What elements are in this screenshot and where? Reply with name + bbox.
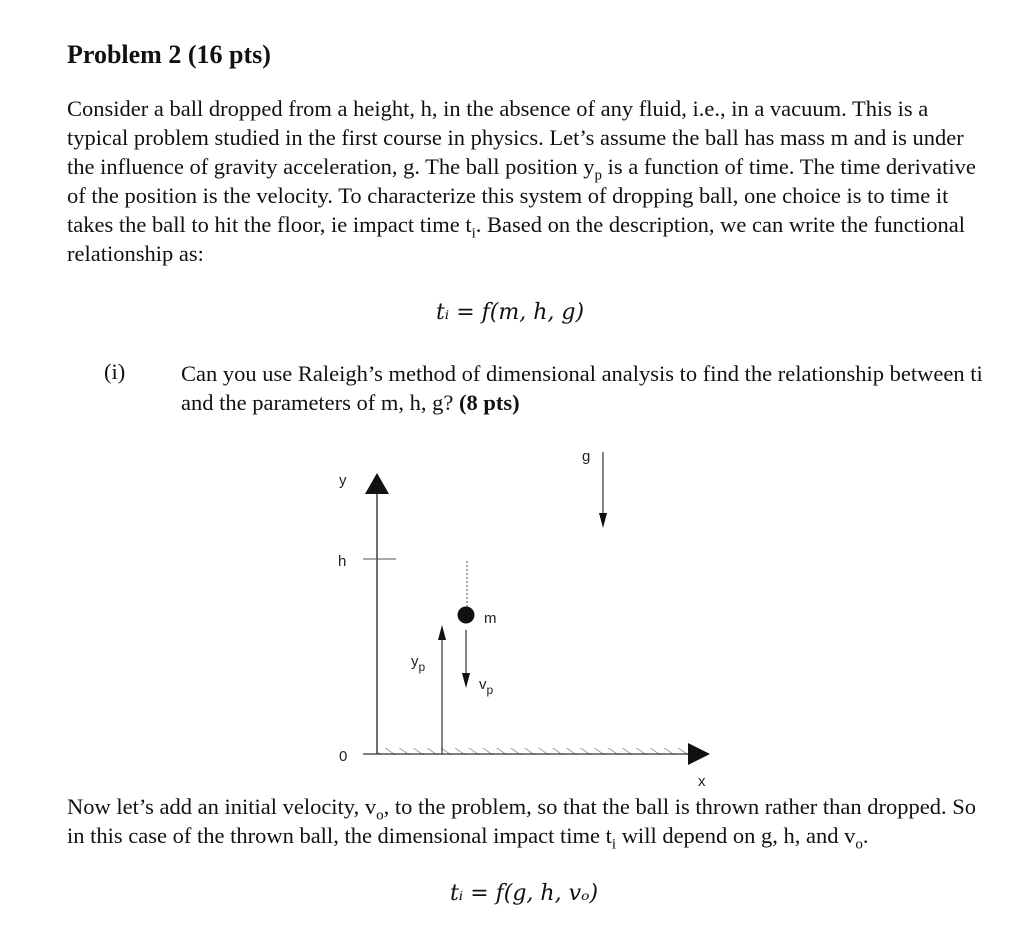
position-arrowhead (438, 625, 446, 640)
followup-paragraph (67, 792, 982, 853)
intro-subscript-p: p (594, 167, 603, 184)
followup-text-2: , to the problem, so that the ball is thrown rather than dropped. So in this case of the thrown ball, the dimensional impact time t (67, 794, 976, 848)
gravity-arrowhead (599, 513, 607, 528)
velocity-label (479, 676, 494, 697)
ball (458, 607, 475, 624)
gravity-label: g (582, 448, 591, 465)
equation-thrown-impact-time: tᵢ = f(g, h, vₒ) (449, 881, 599, 906)
x-axis-arrowhead (688, 743, 710, 765)
followup-subscript-i: i (611, 836, 617, 853)
x-axis-label: x (698, 773, 706, 790)
intro-subscript-i: i (471, 225, 476, 242)
position-label (411, 653, 426, 674)
mass-label: m (484, 610, 497, 627)
origin-label: 0 (339, 748, 348, 765)
intro-text-3: . Based on the description, we can write the functional relationship as: (67, 212, 966, 266)
intro-text-2: is a function of time. The time derivative of the position is the velocity. To characterize this system of dropping ball, one choice is to time it takes the ball to hit the floor, ie impact time t (67, 154, 976, 237)
y-axis-arrowhead (365, 473, 389, 494)
height-label: h (338, 553, 347, 570)
item-number: (i) (104, 359, 126, 384)
followup-subscript-o: o (376, 807, 384, 824)
problem-title: Problem 2 (16 pts) (67, 40, 271, 69)
velocity-label-main: v (479, 676, 487, 693)
intro-text-1: Consider a ball dropped from a height, h, in the absence of any fluid, i.e., in a vacuum. This is a typical problem studied in the first course in physics. Let’s assume the ball has mass m and is under the influence of gravity acceleration, g. The ball position y (67, 96, 964, 179)
item-question-text: Can you use Raleigh’s method of dimensional analysis to find the relationship between ti and the parameters of m, h, g? (181, 361, 983, 415)
position-label-sub: p (418, 660, 426, 674)
followup-text-4: . (862, 823, 869, 848)
velocity-arrowhead (462, 673, 470, 688)
equation-impact-time: tᵢ = f(m, h, g) (435, 300, 585, 325)
followup-text-1: Now let’s add an initial velocity, v (67, 794, 377, 819)
position-label-main: y (411, 653, 419, 670)
item-points: (8 pts) (459, 390, 520, 415)
followup-subscript-o2: o (855, 836, 863, 853)
velocity-label-sub: p (486, 683, 494, 697)
y-axis-label: y (339, 472, 347, 489)
followup-text-3: will depend on g, h, and v (616, 823, 856, 848)
